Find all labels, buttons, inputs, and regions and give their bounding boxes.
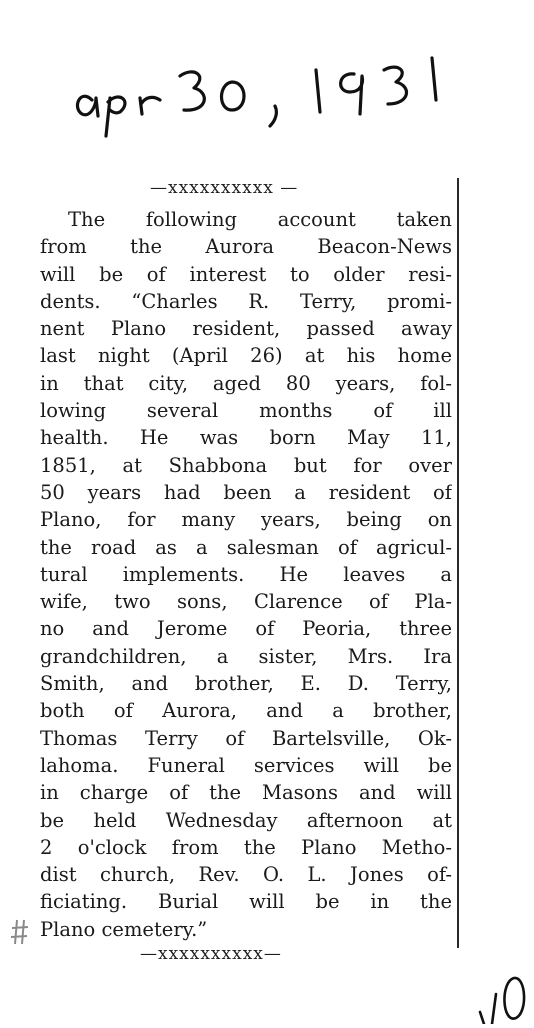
article-line: be held Wednesday afternoon at: [40, 808, 452, 832]
article-line: dist church, Rev. O. L. Jones of-: [40, 863, 452, 887]
stray-pencil-mark: [10, 918, 30, 946]
article-line: 2 o'clock from the Plano Metho-: [40, 835, 452, 859]
article-line: tural implements. He leaves a: [40, 562, 452, 586]
article-body: [40, 206, 452, 943]
divider-top: —xxxxxxxxxx —: [150, 178, 299, 198]
handwritten-date-drawing: [70, 48, 470, 138]
divider-bottom: —xxxxxxxxxx—: [140, 944, 282, 964]
handwritten-page-number: [474, 972, 534, 1024]
article-line: in charge of the Masons and will: [40, 781, 452, 805]
article-line: Plano, for many years, being on: [40, 508, 452, 532]
article-line: nent Plano resident, passed away: [40, 317, 452, 341]
article-line: The following account taken: [68, 208, 452, 231]
article-line: from the Aurora Beacon-News: [40, 235, 452, 259]
article-line: ficiating. Burial will be in the: [40, 890, 452, 914]
article-line: health. He was born May 11,: [40, 426, 452, 450]
article-line: Plano cemetery.”: [40, 917, 208, 941]
article-line: 50 years had been a resident of: [40, 480, 452, 504]
handwritten-page-number-drawing: [474, 972, 534, 1024]
handwritten-date: [70, 48, 470, 138]
article-line: no and Jerome of Peoria, three: [40, 617, 452, 641]
column-rule: [457, 178, 459, 948]
article-line: the road as a salesman of agricul-: [40, 535, 452, 559]
article-line: Smith, and brother, E. D. Terry,: [40, 672, 452, 696]
article-line: 1851, at Shabbona but for over: [40, 453, 452, 477]
article-line: wife, two sons, Clarence of Pla-: [40, 590, 452, 614]
article-line: last night (April 26) at his home: [40, 344, 452, 368]
article-line: in that city, aged 80 years, fol-: [40, 371, 452, 395]
article-line: both of Aurora, and a brother,: [40, 699, 452, 723]
hash-mark-icon: [10, 918, 30, 946]
article-line: dents. “Charles R. Terry, promi-: [40, 289, 452, 313]
article-line: will be of interest to older resi-: [40, 262, 452, 286]
article-line: lowing several months of ill: [40, 399, 452, 423]
article-line: Thomas Terry of Bartelsville, Ok-: [40, 726, 452, 750]
article-line: grandchildren, a sister, Mrs. Ira: [40, 644, 452, 668]
article-line: lahoma. Funeral services will be: [40, 753, 452, 777]
